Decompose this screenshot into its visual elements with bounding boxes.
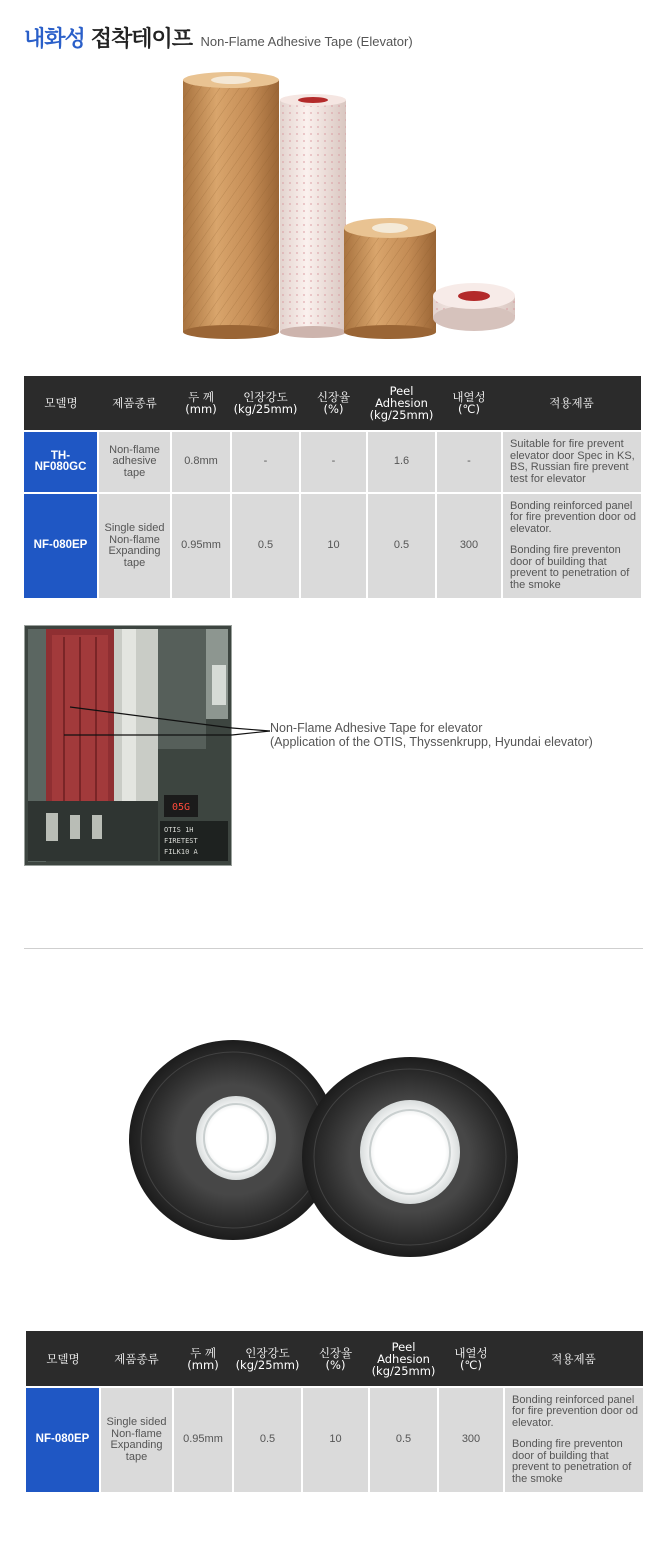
header-tensile: 인장강도 (kg/25mm) [231,376,300,431]
tensile-cell: - [231,431,300,493]
elongation-cell: - [300,431,367,493]
application-text: Bonding fire preventon door of building that prevent to penetration of the smoke [510,544,630,591]
header-application: 적용제품 [504,1331,643,1387]
tensile-cell: 0.5 [231,493,300,598]
plate-line-1: OTIS 1H [164,826,194,834]
application-text: Bonding fire preventon door of building that prevent to penetration of the smoke [512,1438,632,1485]
application-cell [502,431,641,493]
header-type: 제품종류 [100,1331,173,1387]
elevator-application-photo [24,625,232,866]
spec-table-2 [26,1331,643,1492]
header-application: 적용제품 [502,376,641,431]
plate-line-2: FIRETEST [164,837,198,845]
elongation-cell: 10 [302,1387,369,1492]
type-cell: Non-flame adhesive tape [98,431,171,493]
header-heat: 내열성 (℃) [438,1331,504,1387]
header-model: 모델명 [24,376,98,431]
peel-cell: 1.6 [367,431,436,493]
table-row [24,431,641,493]
header-peel: Peel Adhesion (kg/25mm) [367,376,436,431]
thickness-cell: 0.8mm [171,431,231,493]
small-white-roll [433,283,515,331]
header-thickness: 두 께 (mm) [173,1331,233,1387]
title-keyword-dark: 접착테이프 [90,27,193,52]
title-keyword-blue: 내화성 [24,27,85,52]
header-heat: 내열성 (℃) [436,376,502,431]
peel-cell: 0.5 [369,1387,438,1492]
title-subtitle: Non-Flame Adhesive Tape (Elevator) [200,34,413,49]
table-row [24,493,641,598]
tensile-cell: 0.5 [233,1387,302,1492]
tall-white-roll [280,94,346,338]
application-text: Bonding reinforced panel for fire prevention door od elevator. [510,499,636,535]
header-peel: Peel Adhesion (kg/25mm) [369,1331,438,1387]
type-cell: Single sided Non-flame Expanding tape [100,1387,173,1492]
application-cell [502,493,641,598]
header-type: 제품종류 [98,376,171,431]
type-cell: Single sided Non-flame Expanding tape [98,493,171,598]
table-header-row [24,376,641,431]
caption-line-2: (Application of the OTIS, Thyssenkrupp, Hyundai elevator) [270,735,593,749]
model-cell: TH-NF080GC [24,431,98,493]
heat-cell: - [436,431,502,493]
page-title [24,22,413,53]
caption-line-1: Non-Flame Adhesive Tape for elevator [270,721,483,735]
header-tensile: 인장강도 (kg/25mm) [233,1331,302,1387]
header-thickness: 두 께 (mm) [171,376,231,431]
short-kraft-roll [344,218,436,339]
model-cell: NF-080EP [26,1387,100,1492]
application-text: Suitable for fire prevent elevator door Spec in KS, BS, Russian fire prevent test for elevator [510,438,635,485]
photo-caption [270,721,593,749]
thickness-cell: 0.95mm [171,493,231,598]
application-text: Bonding reinforced panel for fire prevention door od elevator. [512,1393,638,1429]
spec-table-1 [24,376,641,598]
header-model: 모델명 [26,1331,100,1387]
elevator-display-text: 05G [171,802,191,813]
peel-cell: 0.5 [367,493,436,598]
header-elongation: 신장율 (%) [302,1331,369,1387]
section-divider [24,948,643,949]
model-cell: NF-080EP [24,493,98,598]
black-roll-front [302,1057,518,1257]
heat-cell: 300 [438,1387,504,1492]
plate-line-3: FILK10 A [164,848,198,856]
large-kraft-roll [183,72,279,339]
table-header-row [26,1331,643,1387]
application-cell [504,1387,643,1492]
thickness-cell: 0.95mm [173,1387,233,1492]
heat-cell: 300 [436,493,502,598]
black-tape-rolls-photo [128,1020,523,1270]
tape-rolls-photo [175,68,525,343]
pointer-extension [232,725,270,737]
table-row [26,1387,643,1492]
elongation-cell: 10 [300,493,367,598]
header-elongation: 신장율 (%) [300,376,367,431]
